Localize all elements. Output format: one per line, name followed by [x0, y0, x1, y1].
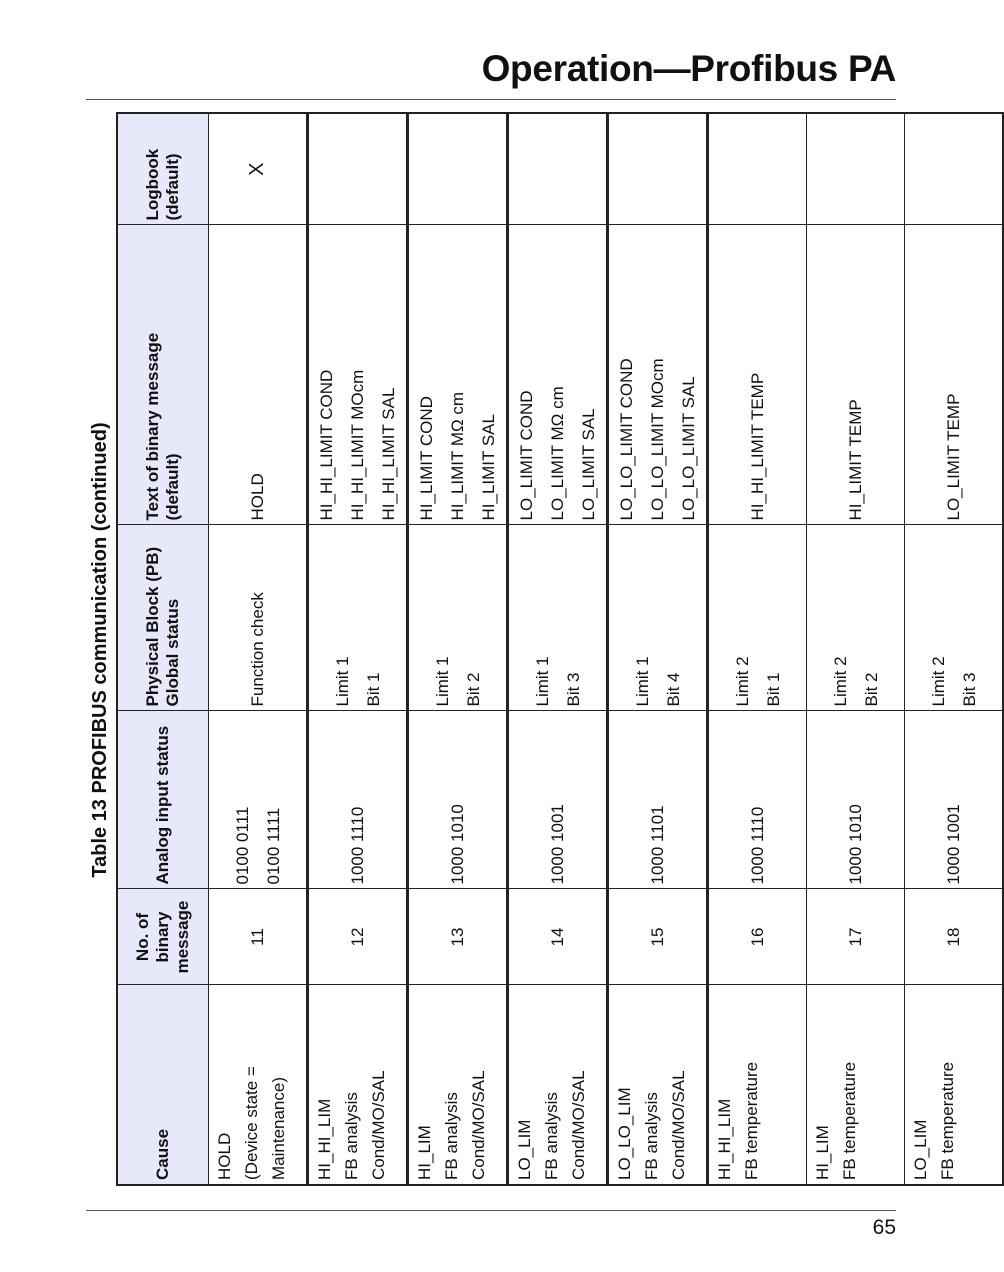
cause-cell-line: FB temperature [840, 1061, 859, 1180]
analog-status-cell [708, 711, 807, 889]
binary-no-cell: 18 [905, 889, 1004, 985]
profibus-table [116, 112, 1004, 1186]
cause-cell-line: FB temperature [742, 1061, 761, 1180]
pb-status-cell-line: Bit 3 [959, 672, 979, 707]
analog-status-cell [408, 711, 508, 889]
header-line: No. of binary message [133, 900, 192, 974]
cause-cell-line: LO_LIM [911, 1119, 930, 1180]
cause-cell-line: FB analysis [542, 1092, 561, 1180]
header-logbook [117, 113, 209, 225]
analog-status-cell-line: 1000 1110 [748, 806, 767, 885]
message-text-cell [905, 225, 1004, 525]
header-text [117, 225, 209, 525]
analog-status-cell-line: 1000 1010 [846, 804, 865, 885]
analog-status-cell-line: 0100 1111 [263, 807, 283, 885]
message-text-cell [608, 225, 708, 525]
pb-status-cell [408, 525, 508, 711]
analog-status-cell [807, 711, 905, 889]
pb-status-cell [308, 525, 408, 711]
logbook-cell [905, 113, 1004, 225]
pb-status-cell [508, 525, 608, 711]
table-row [708, 113, 807, 1185]
cause-cell-line: FB temperature [938, 1061, 957, 1180]
page-title: Operation—Profibus PA [481, 48, 896, 89]
pb-status-cell-line: Bit 3 [563, 672, 583, 707]
table-caption: Table 13 PROFIBUS communication (continued) [89, 422, 111, 878]
cause-cell-line: FB analysis [642, 1092, 661, 1180]
message-text-cell-line: HOLD [248, 473, 267, 521]
header-line: Logbook [143, 148, 162, 221]
pb-status-cell [807, 525, 905, 711]
pb-status-cell-line: Limit 1 [632, 656, 652, 707]
cause-cell-line: Maintenance) [269, 1076, 288, 1180]
message-text-cell-line: HI_HI_LIMIT MOcm [348, 369, 367, 521]
binary-no-cell: 12 [308, 889, 408, 985]
analog-status-cell [608, 711, 708, 889]
pb-status-cell [608, 525, 708, 711]
message-text-cell-line: HI_HI_LIMIT COND [317, 369, 336, 521]
header-analog-status [117, 711, 209, 889]
header-line: Global status [163, 598, 182, 707]
pb-status-cell-line: Bit 2 [861, 672, 881, 707]
message-text-cell [807, 225, 905, 525]
cause-cell [308, 985, 408, 1185]
message-text-cell-line: LO_LO_LIMIT MOcm [648, 358, 667, 521]
pb-status-cell-line: Bit 2 [463, 672, 483, 707]
cause-cell-line: Cond/MO/SAL [469, 1070, 488, 1180]
logbook-cell [408, 113, 508, 225]
logbook-cell: X [209, 113, 308, 225]
cause-cell [807, 985, 905, 1185]
logbook-cell [608, 113, 708, 225]
analog-status-cell [209, 711, 308, 889]
cause-cell-line: HI_LIM [813, 1125, 832, 1180]
analog-status-cell [308, 711, 408, 889]
header-rule [86, 99, 896, 100]
message-text-cell-line: LO_LIMIT MΩ cm [548, 386, 567, 521]
message-text-cell-line: HI_LIMIT SAL [479, 414, 498, 521]
analog-status-cell-line: 1000 1001 [944, 804, 963, 885]
pb-status-cell-line: Limit 1 [432, 656, 452, 707]
cause-cell-line: Cond/MO/SAL [569, 1070, 588, 1180]
cause-cell-line: Cond/MO/SAL [669, 1070, 688, 1180]
cause-cell-line: HI_HI_LIM [315, 1098, 334, 1180]
message-text-cell-line: HI_HI_LIMIT SAL [379, 387, 398, 521]
table-row [408, 113, 508, 1185]
message-text-cell [708, 225, 807, 525]
cause-cell [608, 985, 708, 1185]
table-row [608, 113, 708, 1185]
cause-cell-line: LO_LIM [515, 1119, 534, 1180]
header-line: Physical Block (PB) [143, 546, 162, 707]
analog-status-cell-line: 0100 0111 [232, 806, 252, 885]
cause-cell [209, 985, 308, 1185]
pb-status-cell [209, 525, 308, 711]
binary-no-cell: 13 [408, 889, 508, 985]
pb-status-cell-line: Limit 2 [732, 656, 752, 707]
rotated-table-block [84, 114, 979, 1186]
message-text-cell-line: LO_LO_LIMIT COND [617, 358, 636, 521]
header-cause [117, 985, 209, 1185]
message-text-cell-line: HI_LIMIT MΩ cm [448, 391, 467, 521]
header-line: Analog input status [153, 725, 172, 885]
table-row [209, 113, 308, 1185]
cause-cell-line: FB analysis [342, 1092, 361, 1180]
header-line: Text of binary message [143, 332, 162, 521]
pb-status-cell [905, 525, 1004, 711]
message-text-cell-line: LO_LO_LIMIT SAL [679, 376, 698, 521]
pb-status-cell-line: Limit 1 [532, 656, 552, 707]
analog-status-cell-line: 1000 1110 [348, 806, 367, 885]
analog-status-cell [508, 711, 608, 889]
table-body [209, 113, 1004, 1185]
cause-cell-line: (Device state = [242, 1066, 261, 1180]
cause-cell-line: HI_HI_LIM [715, 1098, 734, 1180]
cause-cell-line: HOLD [215, 1132, 234, 1180]
pb-status-cell [708, 525, 807, 711]
header-binary-no [117, 889, 209, 985]
message-text-cell-line: HI_LIMIT COND [417, 396, 436, 521]
message-text-cell [308, 225, 408, 525]
table-row [807, 113, 905, 1185]
logbook-cell [508, 113, 608, 225]
cause-cell-line: LO_LO_LIM [615, 1087, 634, 1180]
pb-status-cell-line: Function check [248, 592, 267, 707]
pb-status-cell-line: Limit 1 [332, 656, 352, 707]
message-text-cell-line: LO_LIMIT TEMP [944, 393, 963, 521]
pb-status-cell-line: Bit 1 [763, 672, 783, 707]
binary-no-cell: 14 [508, 889, 608, 985]
message-text-cell-line: HI_HI_LIMIT TEMP [748, 372, 767, 521]
cause-cell-line: HI_LIM [415, 1125, 434, 1180]
header-line: (default) [163, 453, 182, 521]
analog-status-cell-line: 1000 1001 [548, 804, 567, 885]
message-text-cell [408, 225, 508, 525]
message-text-cell-line: LO_LIMIT COND [517, 390, 536, 521]
cause-cell-line: FB analysis [442, 1092, 461, 1180]
header-line: (default) [163, 153, 182, 221]
logbook-cell [708, 113, 807, 225]
message-text-cell [209, 225, 308, 525]
binary-no-cell: 15 [608, 889, 708, 985]
pb-status-cell-line: Bit 4 [663, 672, 683, 707]
pb-status-cell-line: Limit 2 [830, 656, 850, 707]
table-row [508, 113, 608, 1185]
cause-cell [905, 985, 1004, 1185]
cause-cell-line: Cond/MO/SAL [369, 1070, 388, 1180]
analog-status-cell-line: 1000 1010 [448, 804, 467, 885]
pb-status-cell-line: Bit 1 [363, 672, 383, 707]
binary-no-cell: 16 [708, 889, 807, 985]
binary-no-cell: 17 [807, 889, 905, 985]
footer-rule [86, 1210, 896, 1211]
table-header-row [117, 113, 209, 1185]
table-row [905, 113, 1004, 1185]
cause-cell [508, 985, 608, 1185]
logbook-cell [308, 113, 408, 225]
header-line: Cause [153, 1128, 172, 1180]
pb-status-cell-line: Limit 2 [928, 656, 948, 707]
table-row [308, 113, 408, 1185]
cause-cell [408, 985, 508, 1185]
message-text-cell [508, 225, 608, 525]
cause-cell [708, 985, 807, 1185]
logbook-cell [807, 113, 905, 225]
analog-status-cell-line: 1000 1101 [648, 805, 667, 885]
analog-status-cell [905, 711, 1004, 889]
message-text-cell-line: HI_LIMIT TEMP [846, 399, 865, 521]
binary-no-cell: 11 [209, 889, 308, 985]
message-text-cell-line: LO_LIMIT SAL [579, 408, 598, 521]
header-pb-status [117, 525, 209, 711]
page-number: 65 [872, 1216, 896, 1239]
